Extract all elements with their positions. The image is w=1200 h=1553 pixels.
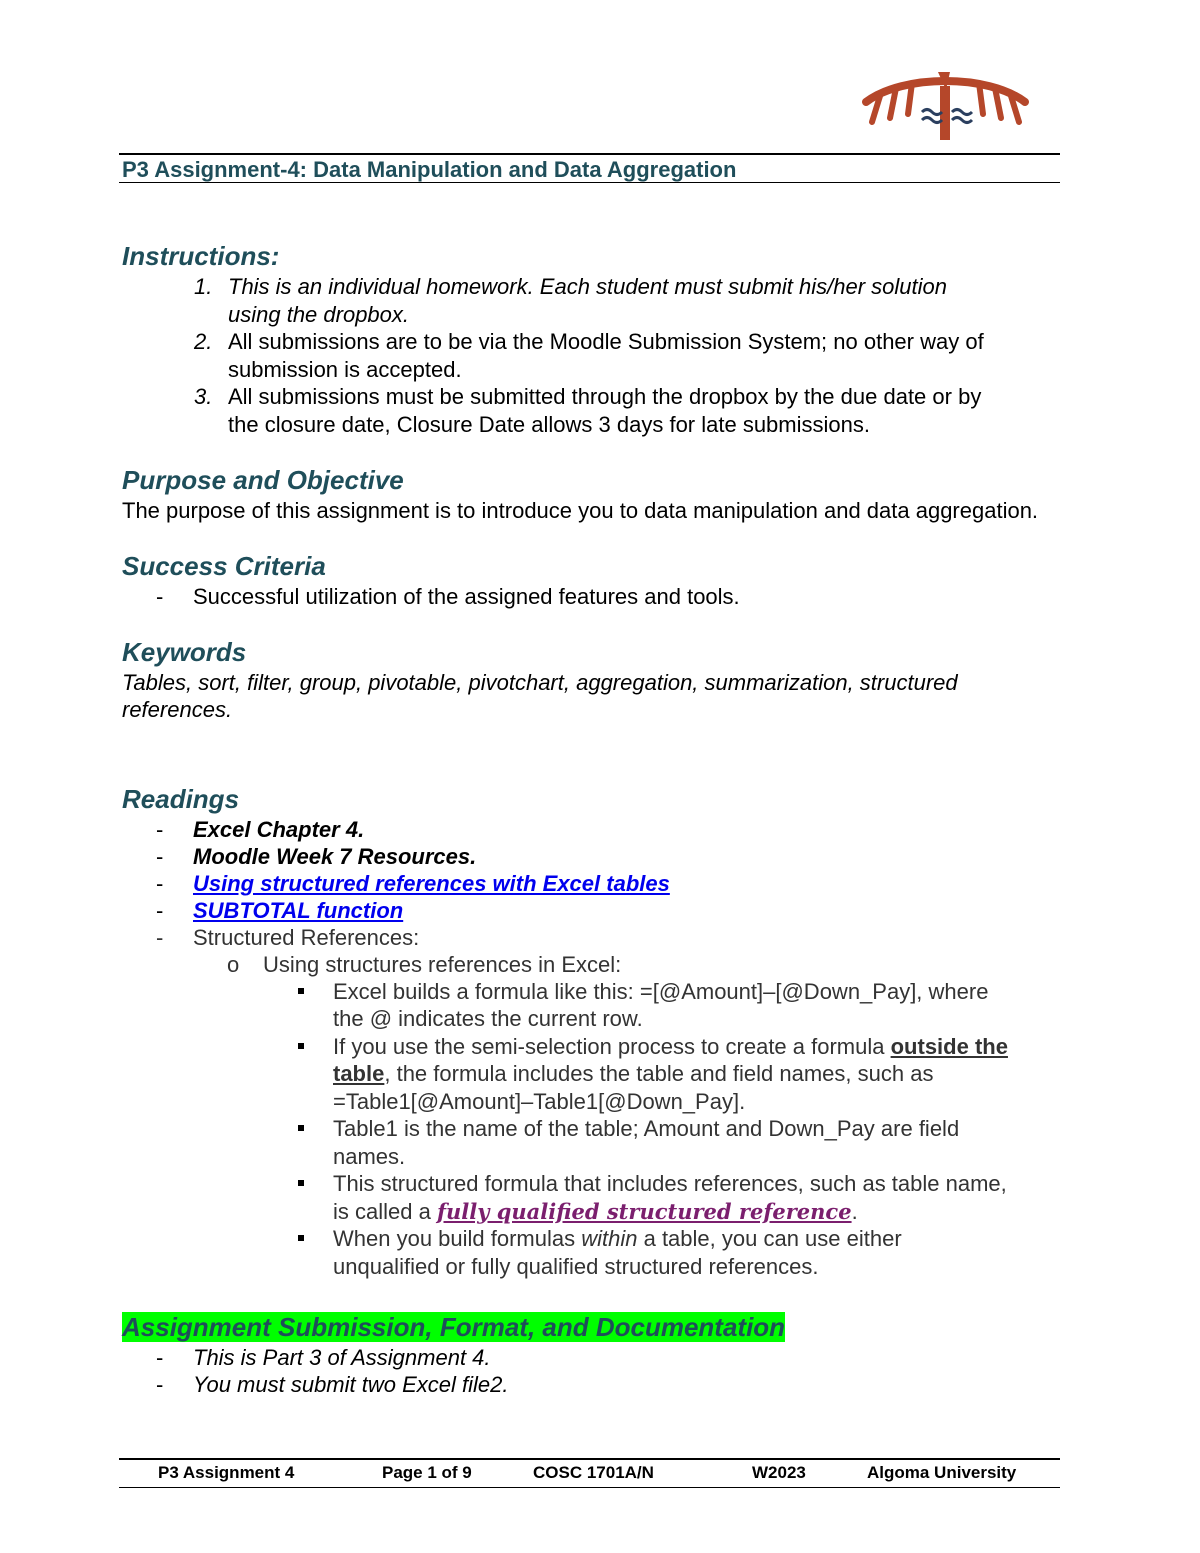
- square-bullet-icon: [298, 1125, 304, 1131]
- submission-heading: Assignment Submission, Format, and Documentation: [122, 1312, 786, 1342]
- readings-heading: Readings: [122, 783, 240, 814]
- thunderbird-logo-icon: [858, 66, 1033, 146]
- reading-item: - Excel Chapter 4.: [156, 816, 365, 842]
- square-bullet-icon: [298, 988, 304, 994]
- reading-item: - Using structured references with Excel tables: [156, 870, 670, 896]
- success-heading: Success Criteria: [122, 550, 326, 581]
- footer-school: Algoma University: [867, 1463, 1017, 1482]
- submission-item: - This is Part 3 of Assignment 4.: [156, 1345, 491, 1370]
- instruction-item: 1. This is an individual homework. Each student must submit his/her solution using the dropbox.: [194, 274, 948, 327]
- keywords-heading: Keywords: [122, 636, 247, 667]
- header-bar: [119, 153, 1060, 183]
- document-content: [122, 240, 1057, 1398]
- bullet-item: When you build formulas within a table, you can use either unqualified or fully qualified structured references.: [122, 1225, 1057, 1280]
- submission-item: - You must submit two Excel file2.: [156, 1372, 509, 1397]
- square-bullet-icon: [298, 1180, 304, 1186]
- square-bullet-icon: [298, 1043, 304, 1049]
- footer-assignment: P3 Assignment 4: [158, 1463, 295, 1482]
- success-item: - Successful utilization of the assigned features and tools.: [156, 583, 740, 609]
- fully-qualified-reference-link[interactable]: fully qualified structured reference: [436, 1198, 852, 1224]
- purpose-text: The purpose of this assignment is to introduce you to data manipulation and data aggregation.: [122, 498, 1039, 523]
- instructions-heading: Instructions:: [122, 241, 280, 271]
- bullet-item: Table1 is the name of the table; Amount and Down_Pay are field names.: [122, 1115, 1057, 1170]
- document-title: P3 Assignment-4: Data Manipulation and Data Aggregation: [122, 157, 737, 182]
- reading-item: - SUBTOTAL function: [156, 897, 404, 923]
- instruction-item: 2. All submissions are to be via the Moodle Submission System; no other way of submission is accepted.: [194, 329, 984, 382]
- square-bullet-icon: [298, 1235, 304, 1241]
- subtotal-function-link[interactable]: SUBTOTAL function: [193, 897, 404, 923]
- sub-list-item: o Using structures references in Excel:: [227, 951, 622, 977]
- footer-term: W2023: [752, 1463, 806, 1482]
- bullet-item: Excel builds a formula like this: =[@Amount]–[@Down_Pay], where the @ indicates the current row.: [122, 978, 1057, 1033]
- reading-item: - Moodle Week 7 Resources.: [156, 843, 477, 869]
- footer-course: COSC 1701A/N: [533, 1463, 654, 1482]
- reading-item: - Structured References:: [156, 924, 420, 950]
- bullet-item: This structured formula that includes references, such as table name, is called a fully qualified structured reference.: [122, 1170, 1057, 1225]
- bullet-item: If you use the semi-selection process to create a formula outside the table, the formula includes the table and field names, such as =Table1[@Amount]–Table1[@Down_Pay].: [122, 1033, 1057, 1116]
- structured-references-link[interactable]: Using structured references with Excel tables: [193, 870, 670, 896]
- purpose-heading: Purpose and Objective: [122, 465, 404, 495]
- keywords-text: Tables, sort, filter, group, pivotable, pivotchart, aggregation, summarization, structured references.: [122, 669, 958, 722]
- page-footer: [119, 1458, 1060, 1488]
- instruction-item: 3. All submissions must be submitted through the dropbox by the due date or by the closure date, Closure Date allows 3 days for late submissions.: [194, 384, 982, 437]
- footer-page-number: Page 1 of 9: [382, 1463, 472, 1482]
- university-logo: [858, 66, 1033, 146]
